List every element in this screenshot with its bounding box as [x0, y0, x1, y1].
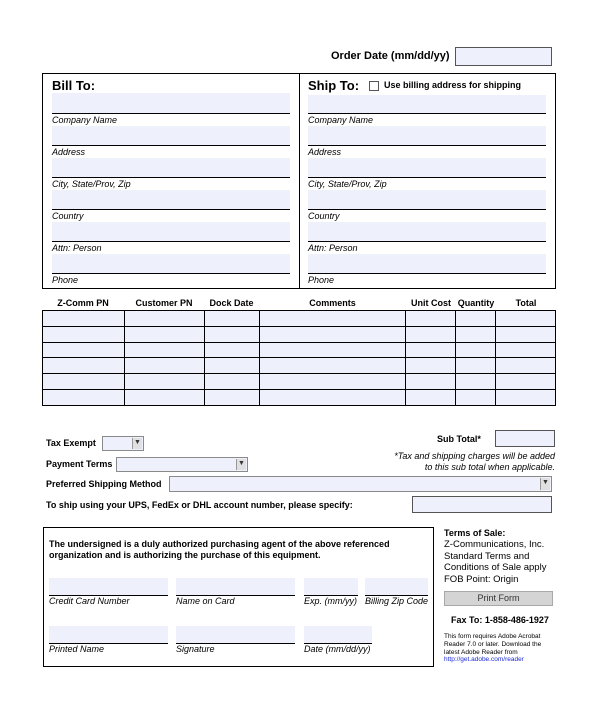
- printed-name-field[interactable]: [49, 626, 168, 643]
- ship-address-field[interactable]: [308, 158, 546, 177]
- fax-number: Fax To: 1-858-486-1927: [451, 615, 549, 625]
- printed-name-label: Printed Name: [49, 644, 105, 654]
- col-header: Unit Cost: [411, 298, 451, 308]
- cell-total[interactable]: [496, 358, 556, 374]
- ship-line: [308, 145, 546, 146]
- cell-comments[interactable]: [259, 358, 406, 374]
- col-header: Z-Comm PN: [57, 298, 109, 308]
- bill-address-field[interactable]: [52, 158, 290, 177]
- cell-total[interactable]: [496, 389, 556, 405]
- exp-field[interactable]: [304, 578, 358, 595]
- cell-unit-cost[interactable]: [406, 326, 456, 342]
- reader-line: latest Adobe Reader from: [444, 648, 518, 656]
- cell-quantity[interactable]: [456, 358, 496, 374]
- statement-line: organization and is authorizing the purchase of this equipment.: [49, 550, 321, 560]
- ship-line: [308, 241, 546, 242]
- cell-comments[interactable]: [259, 326, 406, 342]
- cell-quantity[interactable]: [456, 311, 496, 327]
- cell-dock-date[interactable]: [204, 342, 259, 358]
- bill-country-field[interactable]: [52, 222, 290, 241]
- adobe-reader-link[interactable]: http://get.adobe.com/reader: [444, 656, 524, 664]
- cell-quantity[interactable]: [456, 374, 496, 390]
- table-row: [43, 374, 556, 390]
- bill-line: [52, 113, 290, 114]
- cell-total[interactable]: [496, 342, 556, 358]
- name-on-card-label: Name on Card: [176, 596, 235, 606]
- cell-customer-pn[interactable]: [124, 358, 204, 374]
- sub-total-field[interactable]: [495, 430, 555, 447]
- bill-company-field[interactable]: [52, 126, 290, 145]
- credit-card-label: Credit Card Number: [49, 596, 130, 606]
- payment-terms-label: Payment Terms: [46, 459, 113, 469]
- cell-quantity[interactable]: [456, 342, 496, 358]
- bill-attn-field[interactable]: [52, 254, 290, 273]
- bill-line: [52, 209, 290, 210]
- signature-label: Signature: [176, 644, 215, 654]
- cell-comments[interactable]: [259, 342, 406, 358]
- cell-unit-cost[interactable]: [406, 342, 456, 358]
- table-row: [43, 311, 556, 327]
- cell-customer-pn[interactable]: [124, 342, 204, 358]
- bill-address-label: Address: [52, 147, 86, 157]
- cell-total[interactable]: [496, 374, 556, 390]
- cell-customer-pn[interactable]: [124, 374, 204, 390]
- cell-total[interactable]: [496, 326, 556, 342]
- bill-attn-label: Attn: Person: [52, 243, 102, 253]
- ship-address-label: Address: [308, 147, 342, 157]
- bill-line: [52, 177, 290, 178]
- ship-attn-field[interactable]: [308, 254, 546, 273]
- tax-note-line: to this sub total when applicable.: [424, 462, 555, 472]
- cell-comments[interactable]: [259, 374, 406, 390]
- chevron-down-icon: ▼: [236, 459, 246, 470]
- ship-city-label: City, State/Prov, Zip: [308, 179, 387, 189]
- same-address-label: Use billing address for shipping: [384, 80, 522, 90]
- cell-zcomm-pn[interactable]: [43, 389, 125, 405]
- ship-phone-label: Phone: [308, 275, 335, 285]
- payment-terms-select[interactable]: [116, 457, 248, 472]
- account-number-label: To ship using your UPS, FedEx or DHL account number, please specify:: [46, 500, 353, 510]
- bill-company-label: Company Name: [52, 115, 118, 125]
- cell-dock-date[interactable]: [204, 358, 259, 374]
- billing-zip-field[interactable]: [365, 578, 428, 595]
- terms-line: Standard Terms and: [444, 550, 530, 562]
- table-row: [43, 326, 556, 342]
- exp-label: Exp. (mm/yy): [304, 596, 357, 606]
- sub-total-label: Sub Total*: [437, 434, 481, 444]
- col-header: Quantity: [457, 298, 495, 308]
- cell-unit-cost[interactable]: [406, 389, 456, 405]
- col-header: Comments: [309, 298, 356, 308]
- cell-unit-cost[interactable]: [406, 374, 456, 390]
- ship-country-label: Country: [308, 211, 340, 221]
- cell-comments[interactable]: [259, 311, 406, 327]
- terms-title: Terms of Sale:: [444, 528, 506, 538]
- terms-line: Z-Communications, Inc.: [444, 539, 545, 550]
- cell-dock-date[interactable]: [204, 374, 259, 390]
- ship-country-field[interactable]: [308, 222, 546, 241]
- cell-unit-cost[interactable]: [406, 311, 456, 327]
- ship-title-field[interactable]: [308, 95, 546, 113]
- cell-customer-pn[interactable]: [124, 389, 204, 405]
- terms-line: FOB Point: Origin: [444, 573, 519, 585]
- cell-dock-date[interactable]: [204, 311, 259, 327]
- table-row: [43, 389, 556, 405]
- bill-line: [52, 241, 290, 242]
- cell-customer-pn[interactable]: [124, 311, 204, 327]
- ship-line: [308, 273, 546, 274]
- cell-dock-date[interactable]: [204, 326, 259, 342]
- order-date-field[interactable]: [455, 47, 552, 66]
- cell-zcomm-pn[interactable]: [43, 374, 125, 390]
- tax-exempt-label: Tax Exempt: [46, 438, 96, 448]
- billing-zip-label: Billing Zip Code: [365, 596, 429, 606]
- ship-line: [308, 177, 546, 178]
- authorization-statement: [49, 539, 390, 561]
- credit-card-field[interactable]: [49, 578, 168, 595]
- cell-customer-pn[interactable]: [124, 326, 204, 342]
- tax-note-line: *Tax and shipping charges will be added: [394, 451, 555, 461]
- table-row: [43, 342, 556, 358]
- ship-attn-label: Attn: Person: [308, 243, 358, 253]
- bill-title-field[interactable]: [52, 93, 290, 113]
- bill-city-label: City, State/Prov, Zip: [52, 179, 131, 189]
- ship-line: [308, 113, 546, 114]
- ship-line: [308, 209, 546, 210]
- account-number-field[interactable]: [412, 496, 552, 513]
- ship-city-field[interactable]: [308, 190, 546, 209]
- cell-total[interactable]: [496, 311, 556, 327]
- table-row: [43, 358, 556, 374]
- ship-to-title: Ship To:: [308, 78, 360, 93]
- order-lines-table: [42, 310, 556, 406]
- cell-zcomm-pn[interactable]: [43, 342, 125, 358]
- reader-note: [444, 633, 541, 664]
- chevron-down-icon: ▼: [132, 438, 142, 449]
- order-date-label: Order Date (mm/dd/yy): [331, 50, 450, 62]
- bill-country-label: Country: [52, 211, 84, 221]
- name-on-card-field[interactable]: [176, 578, 295, 595]
- address-divider: [299, 73, 300, 289]
- terms-line: Conditions of Sale apply: [444, 562, 547, 573]
- same-address-checkbox[interactable]: [369, 81, 379, 91]
- cell-zcomm-pn[interactable]: [43, 311, 125, 327]
- cell-quantity[interactable]: [456, 326, 496, 342]
- col-header: Customer PN: [135, 298, 193, 308]
- reader-line: Reader 7.0 or later. Download the: [444, 640, 542, 648]
- statement-line: The undersigned is a duly authorized purchasing agent of the above referenced: [49, 539, 390, 549]
- terms-text: [444, 539, 546, 585]
- col-header: Total: [515, 298, 537, 308]
- tax-note: [340, 451, 555, 473]
- chevron-down-icon: ▼: [540, 478, 550, 490]
- cell-comments[interactable]: [259, 389, 406, 405]
- bill-phone-label: Phone: [52, 275, 79, 285]
- ship-company-field[interactable]: [308, 126, 546, 145]
- signature-field[interactable]: [176, 626, 295, 643]
- tax-exempt-select[interactable]: [102, 436, 144, 451]
- ship-company-label: Company Name: [308, 115, 374, 125]
- bill-line: [52, 145, 290, 146]
- col-header: Dock Date: [209, 298, 254, 308]
- date-field[interactable]: [304, 626, 372, 643]
- cell-zcomm-pn[interactable]: [43, 326, 125, 342]
- bill-city-field[interactable]: [52, 190, 290, 209]
- reader-line: This form requires Adobe Acrobat: [444, 633, 541, 640]
- date-label: Date (mm/dd/yy): [304, 644, 371, 654]
- cell-dock-date[interactable]: [204, 389, 259, 405]
- cell-quantity[interactable]: [456, 389, 496, 405]
- print-form-button[interactable]: Print Form: [444, 591, 553, 606]
- bill-line: [52, 273, 290, 274]
- cell-unit-cost[interactable]: [406, 358, 456, 374]
- bill-to-title: Bill To:: [52, 78, 96, 93]
- shipping-method-label: Preferred Shipping Method: [46, 479, 162, 489]
- cell-zcomm-pn[interactable]: [43, 358, 125, 374]
- shipping-method-select[interactable]: [169, 476, 552, 492]
